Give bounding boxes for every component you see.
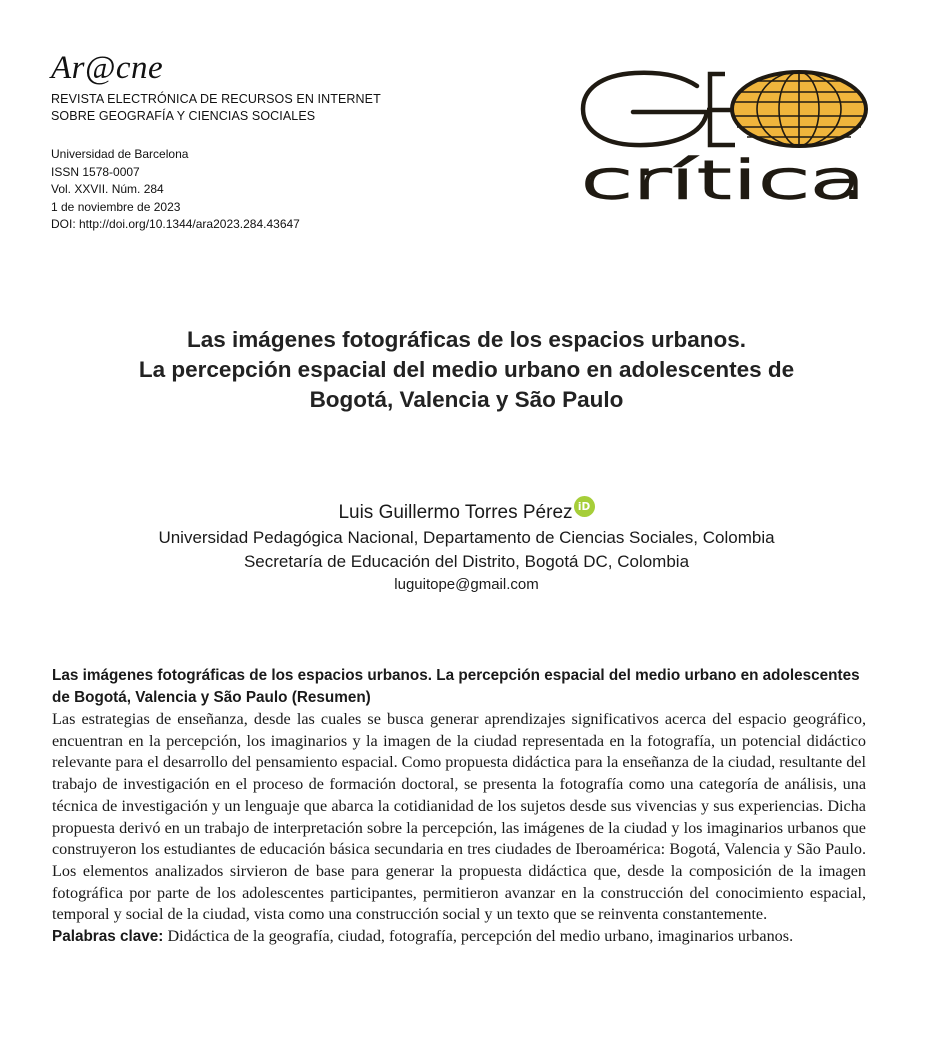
abstract-section [52, 665, 866, 948]
article-title [40, 325, 893, 415]
journal-logo: Ar@cne [51, 50, 164, 86]
abstract-title: Las imágenes fotográficas de los espacios urbanos. La percepción espacial del medio urbano en adolescentes de Bogotá, Valencia y São Paulo (Resumen) [52, 667, 860, 706]
logo-text-critica: crítica [581, 151, 866, 210]
author-line [40, 500, 893, 526]
journal-subtitle [51, 91, 381, 125]
author-email[interactable]: luguitope@gmail.com [394, 576, 539, 593]
geocritica-logo-icon [575, 62, 875, 210]
author-block [40, 500, 893, 596]
author-name: Luis Guillermo Torres Pérez [338, 502, 573, 523]
article-title-line: Las imágenes fotográficas de los espacios urbanos. [187, 327, 746, 352]
article-title-line: La percepción espacial del medio urbano en adolescentes de [138, 357, 795, 382]
affiliation-secondary: Secretaría de Educación del Distrito, Bogotá DC, Colombia [243, 552, 690, 571]
journal-subtitle-line: SOBRE GEOGRAFÍA Y CIENCIAS SOCIALES [51, 109, 316, 123]
publisher: Universidad de Barcelona [51, 147, 189, 161]
geocritica-logo [575, 62, 875, 210]
article-title-line: Bogotá, Valencia y São Paulo [309, 387, 624, 412]
volume-issue: Vol. XXVII. Núm. 284 [51, 182, 164, 197]
issn: ISSN 1578-0007 [51, 164, 140, 179]
publication-date: 1 de noviembre de 2023 [51, 199, 181, 214]
keywords-label: Palabras clave: [52, 928, 164, 946]
keywords [52, 926, 866, 948]
journal-subtitle-line: REVISTA ELECTRÓNICA DE RECURSOS EN INTERNET [51, 92, 381, 106]
orcid-icon[interactable]: iD [574, 496, 595, 517]
abstract-body: Las estrategias de enseñanza, desde las cuales se busca generar aprendizajes significativos acerca del espacio geográfico, encuentran en la percepción, los imaginarios y la imagen de la ciudad representada en la fotografía, un potencial didáctico relevante para el desarrollo del pensamiento espacial. Como propuesta didáctica para la enseñanza de la ciudad, resultante del trabajo de investigación en el proceso de formación doctoral, se presenta la fotografía como una categoría de análisis, una técnica de investigación y un lenguaje que abarca la cotidianidad de los sujetos desde sus vivencias y sus experiencias. Dicha propuesta derivó en un trabajo de interpretación sobre la percepción, las imágenes de la ciudad y los imaginarios urbanos que construyeron los estudiantes de educación básica secundaria en tres ciudades de Iberoamérica: Bogotá, Valencia y São Paulo. Los elementos analizados sirvieron de base para generar la propuesta didáctica que, desde la composición de la imagen fotográfica por parte de los adolescentes participantes, permitieron avanzar en la construcción del conocimiento espacial, temporal y social de la ciudad, vista como una construcción social y un texto que se reinventa constantemente. [52, 710, 866, 924]
publication-metadata [51, 146, 300, 234]
keywords-list: Didáctica de la geografía, ciudad, fotografía, percepción del medio urbano, imaginarios urbanos. [163, 927, 794, 946]
affiliation-primary: Universidad Pedagógica Nacional, Departamento de Ciencias Sociales, Colombia [158, 528, 775, 547]
doi-link[interactable]: DOI: http://doi.org/10.1344/ara2023.284.43647 [51, 217, 300, 232]
